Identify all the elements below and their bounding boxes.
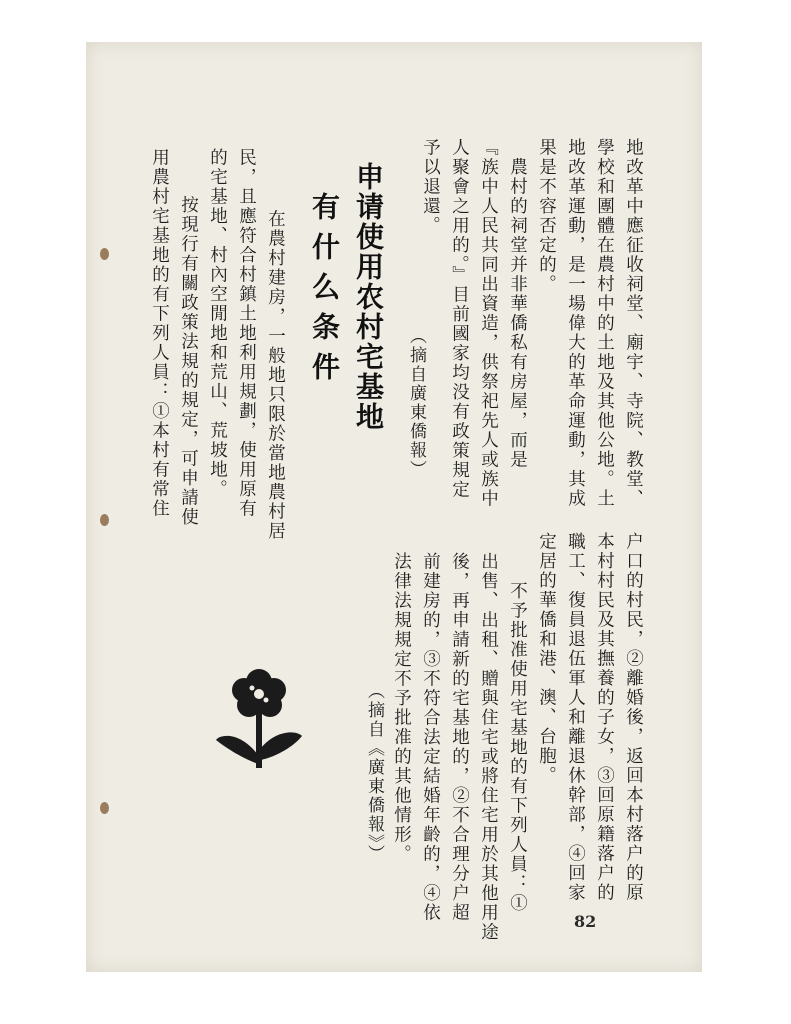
article2-column: 不予批准使用宅基地的有下列人員：① — [507, 562, 528, 913]
article1-column: 農村的祠堂并非華僑私有房屋，而是 — [507, 138, 528, 470]
article1-column: 『族中人民共同出資造，供祭祀先人或族中 — [478, 138, 499, 509]
article2-column: 法律法規規定不予批准的其他情形。 — [391, 552, 412, 864]
article2-column: 的宅基地、村內空閒地和荒山、荒坡地。 — [207, 148, 228, 499]
article1-column: 予以退還。 — [420, 138, 441, 236]
article2-source: （摘自《廣東僑報》） — [364, 682, 384, 864]
article2-column: 前建房的，③不符合法定結婚年齡的，④依 — [420, 552, 441, 923]
article2-column: 民，且應符合村鎮土地利用規劃，使用原有 — [236, 148, 257, 519]
article1-column: 學校和團體在農村中的土地及其他公地。土 — [594, 138, 615, 509]
flower-icon — [214, 660, 304, 775]
article2-column: 定居的華僑和港、澳、台胞。 — [536, 532, 557, 786]
article2-column: 用農村宅基地的有下列人員：①本村有常住 — [149, 148, 170, 519]
article1-column: 地改革運動，是一場偉大的革命運動，其成 — [565, 138, 586, 509]
article2-title: 有什么条件 — [308, 192, 341, 392]
article2-column: 户口的村民，②離婚後，返回本村落户的原 — [623, 532, 644, 903]
article2-column: 出售、出租、贈與住宅或將住宅用於其他用途 — [478, 552, 499, 942]
article2-column: 職工、復員退伍軍人和離退休幹部，④回家 — [565, 532, 586, 903]
book-page — [86, 42, 702, 972]
article1-column: 人聚會之用的。』目前國家均没有政策規定 — [449, 138, 470, 500]
article2-column: 按現行有關政策法規的規定，可申請使 — [178, 176, 199, 527]
article1-column: 果是不容否定的。 — [536, 138, 557, 294]
article2-column: 在農村建房，一般地只限於當地農村居 — [265, 190, 286, 541]
article1-column: 地改革中應征收祠堂、廟宇、寺院、教堂、 — [623, 138, 644, 509]
article2-column: 後，再申請新的宅基地的，②不合理分户超 — [449, 552, 470, 923]
page-number: 82 — [574, 912, 597, 931]
article1-source: （摘自廣東僑報） — [406, 327, 426, 479]
article2-column: 本村村民及其撫養的子女，③回原籍落户的 — [594, 532, 615, 903]
binding-hole — [100, 248, 109, 260]
article2-title: 申请使用农村宅基地 — [352, 162, 385, 432]
binding-hole — [100, 802, 109, 814]
binding-hole — [100, 514, 109, 526]
